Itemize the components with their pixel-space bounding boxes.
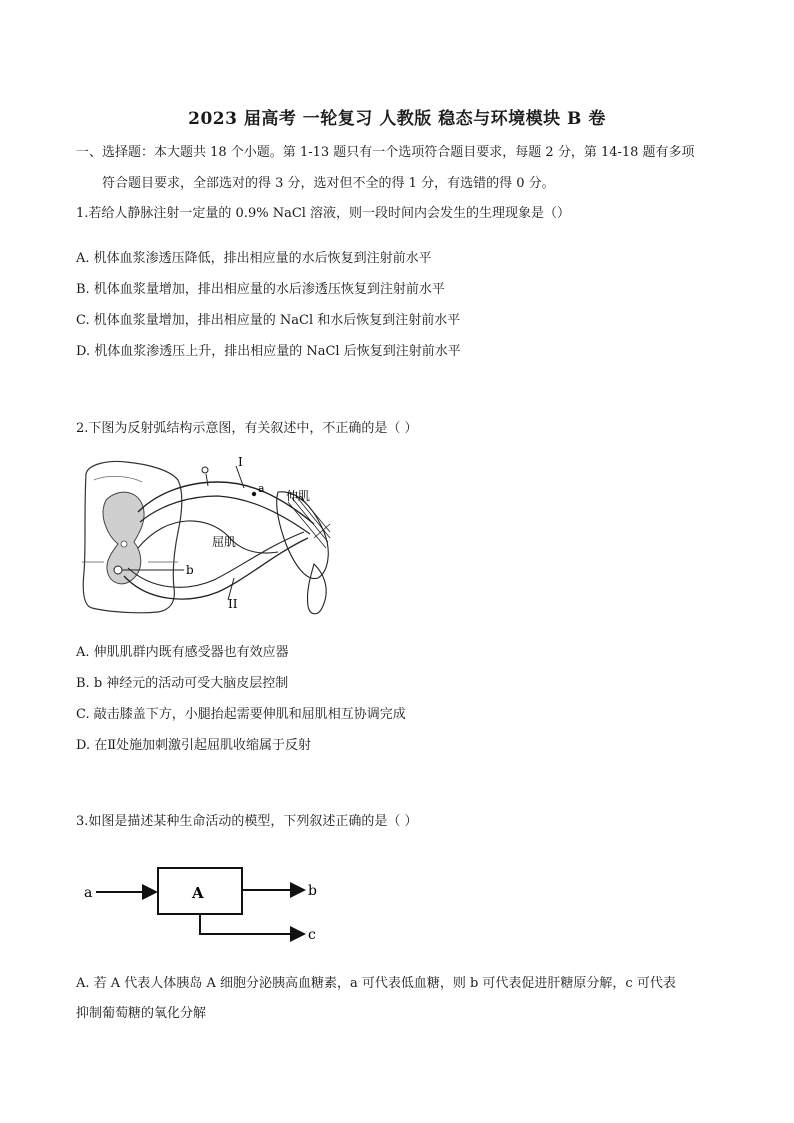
neuron-b-body: [114, 566, 122, 574]
label-flexor: 屈肌: [212, 535, 237, 549]
ganglion-icon: [202, 467, 208, 473]
cord-inner-line: [94, 476, 142, 482]
question-1-option-c: C. 机体血浆量增加，排出相应量的 NaCl 和水后恢复到注射前水平: [76, 313, 461, 328]
question-1-option-d: D. 机体血浆渗透压上升，排出相应量的 NaCl 后恢复到注射前水平: [76, 344, 461, 359]
section-instructions-line1: 一、选择题：本大题共 18 个小题。第 1-13 题只有一个选项符合题目要求，每题 2 分，第 14-18 题有多项: [76, 145, 695, 160]
question-2-stem: 2.下图为反射弧结构示意图，有关叙述中，不正确的是（ ）: [76, 421, 418, 436]
reflex-arc-diagram: [78, 452, 340, 618]
label-extensor: 伸肌: [286, 489, 311, 503]
extensor-pointer: [314, 524, 330, 538]
label-I: I: [238, 455, 243, 469]
question-2-option-a: A. 伸肌肌群内既有感受器也有效应器: [76, 645, 289, 660]
question-3-stem: 3.如图是描述某种生命活动的模型，下列叙述正确的是（ ）: [76, 814, 418, 829]
model-diagram: [80, 858, 330, 944]
question-1-stem: 1.若给人静脉注射一定量的 0.9% NaCl 溶液，则一段时间内会发生的生理现象是（）: [76, 206, 571, 221]
knee-joint: [307, 564, 326, 614]
output-label-c: c: [308, 927, 316, 943]
question-1-option-b: B. 机体血浆量增加，排出相应量的水后渗透压恢复到注射前水平: [76, 282, 445, 297]
muscle-fibers: [288, 496, 330, 548]
ganglion-stalk: [206, 474, 208, 486]
label-II: II: [228, 597, 238, 611]
question-2-option-c: C. 敲击膝盖下方，小腿抬起需要伸肌和屈肌相互协调完成: [76, 707, 406, 722]
question-2-option-d: D. 在Ⅱ处施加刺激引起屈肌收缩属于反射: [76, 738, 312, 753]
section-instructions-line2: 符合题目要求，全部选对的得 3 分，选对但不全的得 1 分，有选错的得 0 分。: [102, 176, 555, 191]
label-b: b: [186, 563, 194, 577]
output-label-b: b: [308, 883, 317, 899]
question-3-option-a: A. 若 A 代表人体胰岛 A 细胞分泌胰高血糖素，a 可代表低血糖，则 b 可代表促进肝糖原分解，c 可代表: [76, 976, 676, 991]
page-title: 2023 届高考 一轮复习 人教版 稳态与环境模块 B 卷: [188, 109, 606, 129]
label-a: a: [258, 482, 265, 495]
interneuron-branch: [138, 521, 278, 553]
point-a-dot: [252, 492, 256, 496]
question-2-option-b: B. b 神经元的活动可受大脑皮层控制: [76, 676, 289, 691]
central-canal: [121, 541, 127, 547]
extensor-muscle: [277, 492, 329, 579]
sensory-nerve-I-inner: [140, 496, 310, 534]
question-1-option-a: A. 机体血浆渗透压降低，排出相应量的水后恢复到注射前水平: [76, 251, 432, 266]
question-3-option-a-continued: 抑制葡萄糖的氧化分解: [76, 1006, 207, 1021]
input-label-a: a: [84, 885, 93, 901]
box-label-A: A: [192, 884, 204, 902]
output-arrow-c: [200, 914, 304, 934]
